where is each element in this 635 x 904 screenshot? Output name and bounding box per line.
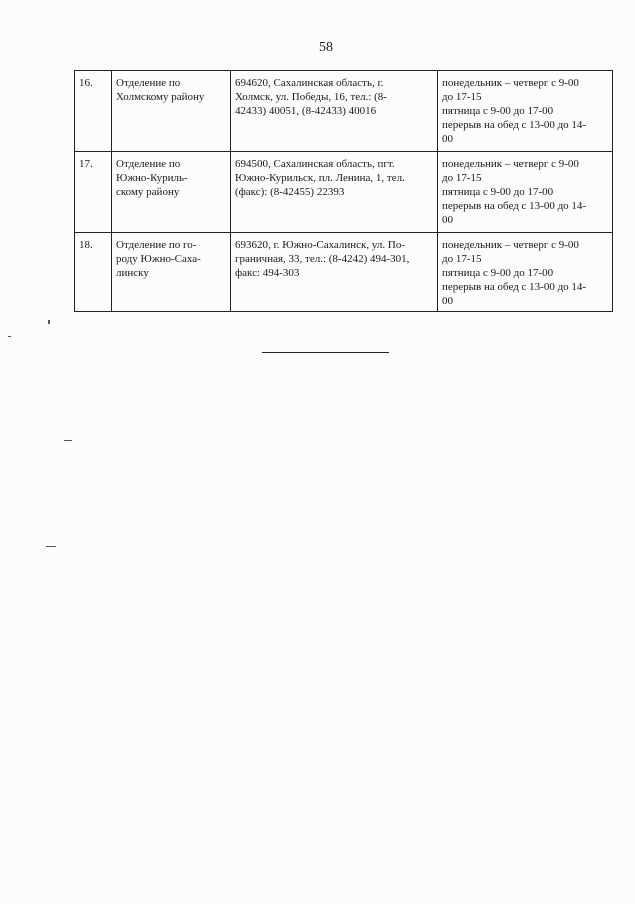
office-name: Отделение по Холмскому району [112, 71, 231, 152]
table-row [75, 71, 613, 152]
office-address: 693620, г. Южно-Сахалинск, ул. По- граничная, 33, тел.: (8-4242) 494-301, факс: 494-303 [231, 233, 438, 312]
office-hours: понедельник – четверг с 9-00 до 17-15 пятница с 9-00 до 17-00 перерыв на обед с 13-00 до 14- 00 [438, 71, 613, 152]
office-name: Отделение по Южно-Куриль- скому району [112, 152, 231, 233]
scan-speck [8, 336, 11, 337]
office-hours: понедельник – четверг с 9-00 до 17-15 пятница с 9-00 до 17-00 перерыв на обед с 13-00 до 14- 00 [438, 233, 613, 312]
page-number: 58 [319, 40, 333, 55]
office-hours: понедельник – четверг с 9-00 до 17-15 пятница с 9-00 до 17-00 перерыв на обед с 13-00 до 14- 00 [438, 152, 613, 233]
scan-speck [48, 320, 50, 324]
scan-speck [64, 440, 72, 441]
table-row [75, 152, 613, 233]
row-number: 17. [75, 152, 112, 233]
office-name: Отделение по го- роду Южно-Саха- линску [112, 233, 231, 312]
row-number: 18. [75, 233, 112, 312]
row-number: 16. [75, 71, 112, 152]
table-row [75, 233, 613, 312]
scan-speck [46, 546, 56, 547]
end-of-document-rule [262, 352, 389, 353]
offices-table [74, 70, 613, 312]
office-address: 694500, Сахалинская область, пгт. Южно-Курильск, пл. Ленина, 1, тел. (факс): (8-42455) 22393 [231, 152, 438, 233]
office-address: 694620, Сахалинская область, г. Холмск, ул. Победы, 16, тел.: (8- 42433) 40051, (8-42433) 40016 [231, 71, 438, 152]
